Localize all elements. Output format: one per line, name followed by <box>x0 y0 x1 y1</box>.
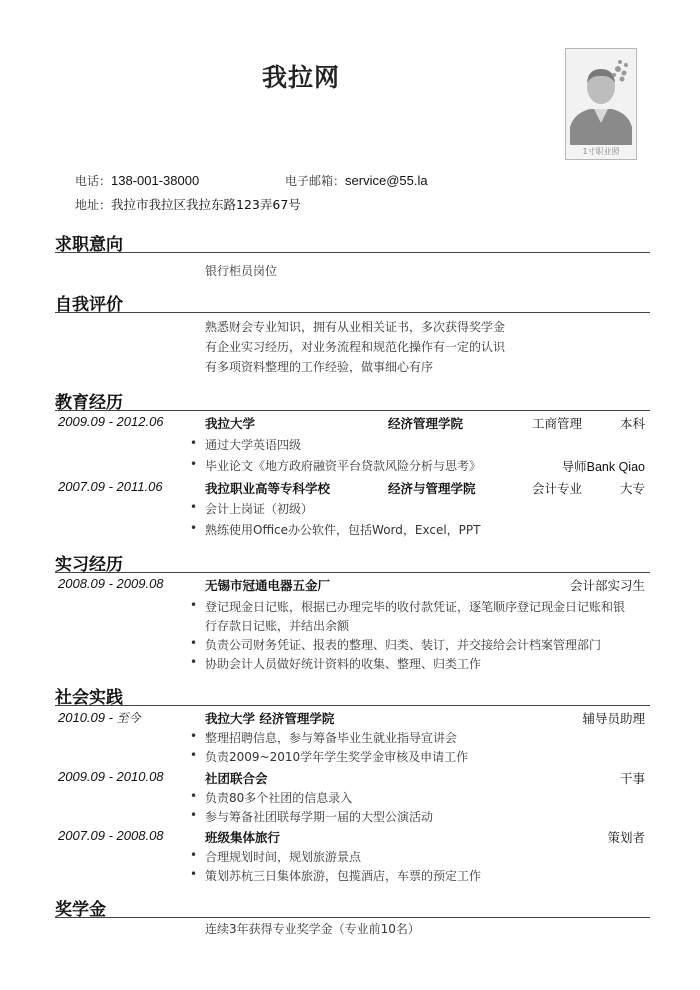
intern-company: 无锡市冠通电器五金厂 <box>205 578 331 593</box>
edu-major: 工商管理 <box>532 416 583 431</box>
self-eval-line: 有多项资料整理的工作经验，做事细心有序 <box>205 360 434 374</box>
edu-school: 我拉职业高等专科学校 <box>205 481 331 496</box>
section-divider <box>55 572 650 573</box>
social-org: 班级集体旅行 <box>205 830 281 845</box>
social-date: 2010.09 - 至今 <box>58 710 141 725</box>
section-divider <box>55 917 650 918</box>
edu-college: 经济管理学院 <box>388 416 464 431</box>
edu-major: 会计专业 <box>532 481 583 496</box>
list-item-continuation: 行存款日记账，并结出余额 <box>205 619 350 633</box>
section-title-education: 教育经历 <box>55 393 123 413</box>
resume-name: 我拉网 <box>262 63 341 92</box>
section-title-self-eval: 自我评价 <box>55 295 123 315</box>
section-title-internship: 实习经历 <box>55 555 123 575</box>
address-value: 我拉市我拉区我拉东路123弄67号 <box>111 197 301 212</box>
phone-row <box>75 172 199 189</box>
section-title-scholarship: 奖学金 <box>55 900 106 920</box>
phone-value: 138-001-38000 <box>111 173 200 188</box>
profile-photo <box>565 48 637 160</box>
edu-date: 2007.09 - 2011.06 <box>58 479 163 494</box>
address-row <box>75 195 301 213</box>
social-date: 2007.09 - 2008.08 <box>58 828 164 843</box>
social-role: 策划者 <box>607 830 645 845</box>
section-divider <box>55 252 650 253</box>
intern-role: 会计部实习生 <box>569 578 645 593</box>
phone-label: 电话： <box>75 174 112 188</box>
self-eval-line: 有企业实习经历，对业务流程和规范化操作有一定的认识 <box>205 340 506 354</box>
social-role: 辅导员助理 <box>582 711 645 726</box>
edu-tutor: 导师Bank Qiao <box>561 460 645 474</box>
photo-label: 1寸职业照 <box>582 147 620 156</box>
section-divider <box>55 410 650 411</box>
social-date: 2009.09 - 2010.08 <box>58 769 164 784</box>
intern-date: 2008.09 - 2009.08 <box>58 576 164 591</box>
edu-college: 经济与管理学院 <box>388 481 476 496</box>
objective-text: 银行柜员岗位 <box>205 264 278 278</box>
person-silhouette-icon <box>566 49 636 145</box>
self-eval-line: 熟悉财会专业知识，拥有从业相关证书，多次获得奖学金 <box>205 320 506 334</box>
email-label: 电子邮箱： <box>285 174 346 188</box>
edu-date: 2009.09 - 2012.06 <box>58 414 164 429</box>
email-row <box>285 172 428 189</box>
email-value: service@55.la <box>345 173 428 188</box>
social-org: 我拉大学 经济管理学院 <box>205 711 335 726</box>
edu-school: 我拉大学 <box>205 416 256 431</box>
section-divider <box>55 312 650 313</box>
section-divider <box>55 705 650 706</box>
social-org: 社团联合会 <box>205 771 268 786</box>
social-role: 干事 <box>619 771 645 786</box>
section-title-social: 社会实践 <box>55 688 123 708</box>
address-label: 地址： <box>75 198 112 212</box>
edu-degree: 大专 <box>619 481 645 496</box>
section-title-objective: 求职意向 <box>55 235 123 255</box>
edu-degree: 本科 <box>619 416 645 431</box>
scholarship-text: 连续3年获得专业奖学金（专业前10名） <box>205 922 420 936</box>
